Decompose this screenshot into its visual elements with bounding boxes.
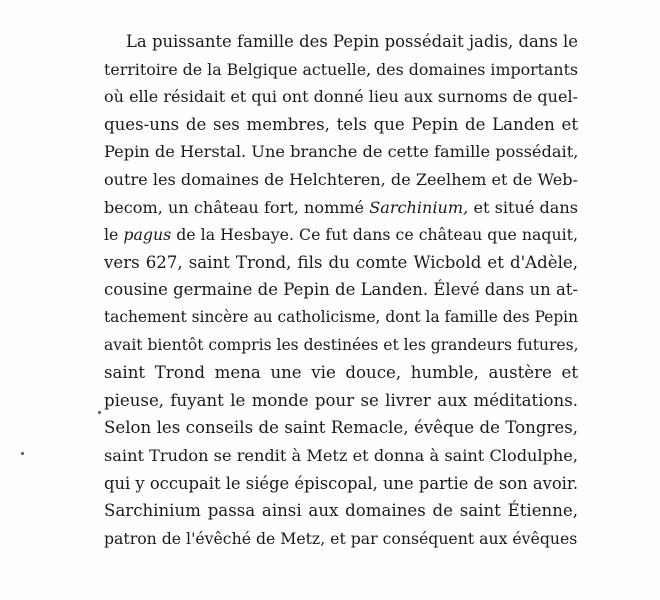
text-line: cousine germaine de Pepin de Landen. Élevé dans un at- — [104, 280, 578, 300]
text-line: territoire de la Belgique actuelle, des domaines importants — [104, 59, 579, 79]
text-line: Selon les conseils de saint Remacle, évêque de Tongres, — [104, 418, 578, 438]
text-line: vers 627, saint Trond, fils du comte Wicbold et d'Adèle, — [104, 252, 578, 272]
text-line: tachement sincère au catholicisme, dont la famille des Pepin — [104, 307, 578, 326]
text-line: outre les domaines de Helchteren, de Zeelhem et de Web- — [104, 169, 578, 189]
scan-speck — [21, 452, 24, 455]
scan-speck — [98, 411, 101, 414]
text-line: ques-uns de ses membres, tels que Pepin de Landen et — [104, 114, 578, 134]
paragraph — [104, 28, 578, 552]
text-line: Pepin de Herstal. Une branche de cette famille possédait, — [104, 142, 579, 162]
text-line: saint Trond mena une vie douce, humble, austère et — [104, 363, 578, 383]
text-line: le pagus de la Hesbaye. Ce fut dans ce château que naquit, — [104, 225, 578, 245]
text-line: La puissante famille des Pepin possédait jadis, dans le — [126, 32, 578, 51]
text-line: où elle résidait et qui ont donné lieu aux surnoms de quel- — [104, 87, 578, 107]
text-line: patron de l'évêché de Metz, et par conséquent aux évêques — [104, 528, 578, 548]
italic-term: Sarchinium, — [369, 197, 469, 217]
text-line: pieuse, fuyant le monde pour se livrer aux méditations. — [104, 390, 578, 410]
text-line: qui y occupait le siége épiscopal, une partie de son avoir. — [104, 473, 579, 493]
text-line: Sarchinium passa ainsi aux domaines de saint Étienne, — [104, 501, 578, 521]
italic-term: pagus — [123, 225, 172, 245]
text-line: avait bientôt compris les destinées et les grandeurs futures, — [104, 335, 579, 354]
text-line: saint Trudon se rendit à Metz et donna à saint Clodulphe, — [104, 445, 578, 465]
text-line: becom, un château fort, nommé Sarchinium, et situé dans — [104, 197, 578, 217]
